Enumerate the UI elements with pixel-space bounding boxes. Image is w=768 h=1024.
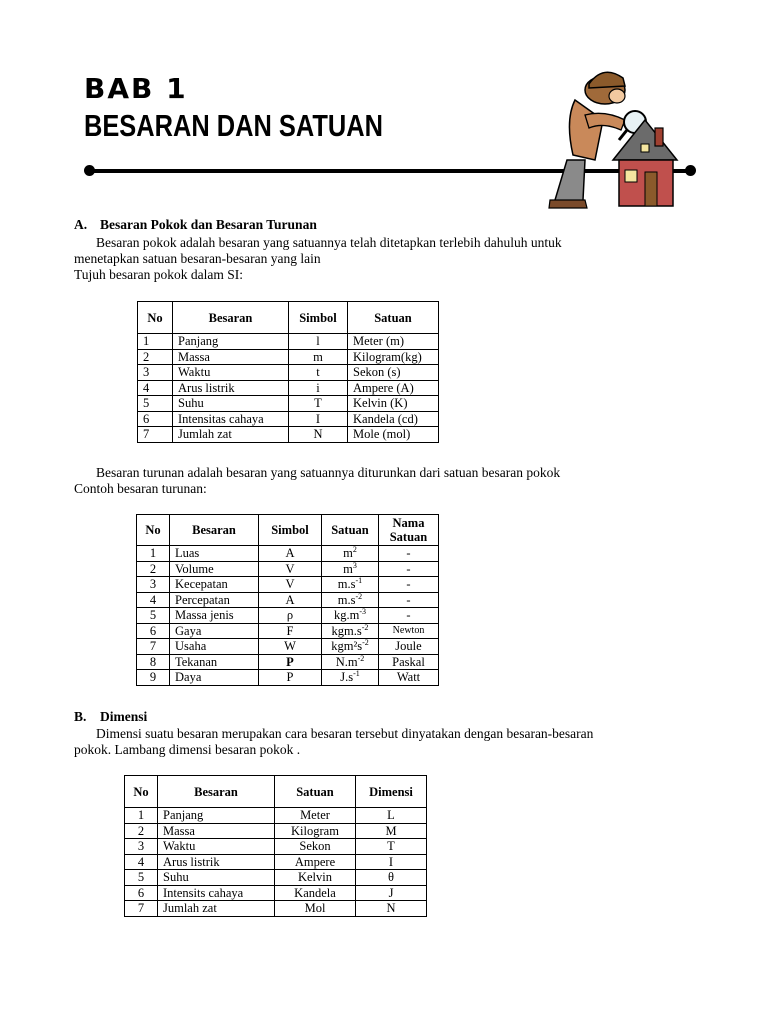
satuan-exponent: -2	[361, 622, 369, 632]
t1-header-simbol: Simbol	[289, 302, 348, 334]
satuan-exponent: 2	[352, 545, 357, 555]
cell: 5	[125, 870, 158, 886]
cell: 2	[137, 561, 170, 577]
cell: -	[379, 608, 439, 624]
satuan-base: kgm²s	[331, 639, 363, 654]
satuan-exponent: 3	[352, 560, 357, 570]
cell: Sekon (s)	[348, 365, 439, 381]
cell: Kandela	[275, 885, 356, 901]
cell: 3	[125, 839, 158, 855]
satuan-exponent: -1	[353, 669, 360, 679]
cell: Volume	[170, 561, 259, 577]
table-row	[137, 608, 439, 624]
table-row	[137, 561, 439, 577]
satuan-base: m	[343, 561, 353, 576]
cell: θ	[356, 870, 427, 886]
cell: J	[356, 885, 427, 901]
cell: 7	[137, 639, 170, 655]
cell: 5	[138, 396, 173, 412]
cell: 6	[138, 411, 173, 427]
cell: Massa	[158, 823, 275, 839]
cell: Ampere (A)	[348, 380, 439, 396]
cell: 4	[137, 592, 170, 608]
section-b-heading	[74, 709, 147, 725]
para2: Tujuh besaran pokok dalam SI:	[74, 267, 243, 282]
t2-header-nama: Nama	[392, 516, 425, 530]
table-row	[125, 854, 427, 870]
satuan-base: m.s	[337, 592, 356, 607]
satuan-base: kg.m	[333, 608, 360, 623]
cell: Mol	[275, 901, 356, 917]
satuan-base: J.s	[340, 670, 354, 685]
cell: I	[356, 854, 427, 870]
cell: 2	[125, 823, 158, 839]
cell: 3	[138, 365, 173, 381]
cell: 7	[125, 901, 158, 917]
para1-line1: Besaran pokok adalah besaran yang satuannya telah ditetapkan terlebih dahuluh untuk	[96, 235, 562, 250]
table-row	[137, 546, 439, 562]
table-besaran-turunan	[136, 514, 439, 686]
cell: Mole (mol)	[348, 427, 439, 443]
dimensi-line1: Dimensi suatu besaran merupakan cara besaran tersebut dinyatakan dengan besaran-besaran	[96, 726, 594, 741]
cell: I	[289, 411, 348, 427]
table-row	[138, 411, 439, 427]
cell: -	[379, 592, 439, 608]
turunan-line1: Besaran turunan adalah besaran yang satuannya diturunkan dari satuan besaran pokok	[96, 465, 561, 480]
cell	[322, 623, 379, 639]
cell: Intensitas cahaya	[173, 411, 289, 427]
rule-end-dot-right	[685, 165, 696, 176]
cell: Massa jenis	[170, 608, 259, 624]
table-row	[137, 670, 439, 686]
cell: Kilogram(kg)	[348, 349, 439, 365]
cell	[322, 608, 379, 624]
cell: A	[259, 546, 322, 562]
section-b-label: B.	[74, 709, 87, 724]
cell: l	[289, 334, 348, 350]
cell: Waktu	[173, 365, 289, 381]
section-a-paragraph	[74, 235, 674, 283]
cell: Percepatan	[170, 592, 259, 608]
cell	[322, 561, 379, 577]
table-row	[138, 380, 439, 396]
t2-header-nama-satuan	[379, 515, 439, 546]
cell: V	[259, 577, 322, 593]
cell	[322, 592, 379, 608]
table-row	[138, 334, 439, 350]
cell: Panjang	[158, 808, 275, 824]
section-a-heading	[74, 217, 317, 233]
cell: Ampere	[275, 854, 356, 870]
satuan-exponent: -3	[359, 607, 367, 617]
cell: P	[259, 670, 322, 686]
table-row	[137, 623, 439, 639]
section-a-title: Besaran Pokok dan Besaran Turunan	[100, 217, 317, 232]
cell: Meter	[275, 808, 356, 824]
cell: Newton	[379, 623, 439, 639]
satuan-base: N.m	[335, 654, 358, 669]
cell: m	[289, 349, 348, 365]
t3-header-besaran: Besaran	[158, 776, 275, 808]
cell	[322, 654, 379, 670]
cell: Waktu	[158, 839, 275, 855]
cell: Watt	[379, 670, 439, 686]
cell: -	[379, 577, 439, 593]
t2-header-no: No	[137, 515, 170, 546]
t2-body	[137, 546, 439, 686]
satuan-exponent: -1	[355, 576, 363, 586]
cell: Arus listrik	[158, 854, 275, 870]
cell: Kelvin	[275, 870, 356, 886]
cell: N	[356, 901, 427, 917]
cell: Kelvin (K)	[348, 396, 439, 412]
cell: 3	[137, 577, 170, 593]
cell: i	[289, 380, 348, 396]
cell: P	[259, 654, 322, 670]
section-b-paragraph	[74, 726, 674, 758]
section-b-title: Dimensi	[100, 709, 148, 724]
cell: 2	[138, 349, 173, 365]
cell: 8	[137, 654, 170, 670]
t1-header-besaran: Besaran	[173, 302, 289, 334]
cell: Meter (m)	[348, 334, 439, 350]
cell: Luas	[170, 546, 259, 562]
table-row	[137, 592, 439, 608]
cell: 1	[137, 546, 170, 562]
table-dimensi	[124, 775, 427, 917]
cell: 4	[125, 854, 158, 870]
cell: Sekon	[275, 839, 356, 855]
section-a-label: A.	[74, 217, 88, 232]
t1-header-satuan: Satuan	[348, 302, 439, 334]
cell: M	[356, 823, 427, 839]
cell: -	[379, 561, 439, 577]
cell: Joule	[379, 639, 439, 655]
cell: Massa	[173, 349, 289, 365]
table-row	[125, 839, 427, 855]
t2-header-satuan: Satuan	[322, 515, 379, 546]
cell: T	[356, 839, 427, 855]
cell: t	[289, 365, 348, 381]
cell: 5	[137, 608, 170, 624]
cell: Suhu	[173, 396, 289, 412]
cell: V	[259, 561, 322, 577]
cell: F	[259, 623, 322, 639]
table-row	[125, 823, 427, 839]
cell: L	[356, 808, 427, 824]
turunan-paragraph	[74, 465, 674, 497]
cell: 4	[138, 380, 173, 396]
table-row	[138, 349, 439, 365]
cell: 6	[125, 885, 158, 901]
table-row	[138, 427, 439, 443]
table-row	[125, 885, 427, 901]
cell: T	[289, 396, 348, 412]
chapter-title: BESARAN DAN SATUAN	[84, 108, 383, 143]
cell: N	[289, 427, 348, 443]
cell: A	[259, 592, 322, 608]
chapter-number: BAB 1	[84, 72, 188, 105]
cell: W	[259, 639, 322, 655]
cell: Paskal	[379, 654, 439, 670]
cell: -	[379, 546, 439, 562]
table-row	[125, 870, 427, 886]
cell	[322, 546, 379, 562]
rule-end-dot-left	[84, 165, 95, 176]
cell: 6	[137, 623, 170, 639]
t3-header-satuan: Satuan	[275, 776, 356, 808]
table-row	[138, 396, 439, 412]
cell: Jumlah zat	[158, 901, 275, 917]
dimensi-line2: pokok. Lambang dimensi besaran pokok .	[74, 742, 301, 757]
cell: Panjang	[173, 334, 289, 350]
table-besaran-pokok	[137, 301, 439, 443]
satuan-base: m.s	[337, 577, 356, 592]
cell	[322, 577, 379, 593]
table-row	[138, 365, 439, 381]
cell: Tekanan	[170, 654, 259, 670]
t2-header-besaran: Besaran	[170, 515, 259, 546]
t3-header-dimensi: Dimensi	[356, 776, 427, 808]
cell: Kecepatan	[170, 577, 259, 593]
cell	[322, 670, 379, 686]
cell: Arus listrik	[173, 380, 289, 396]
table-row	[125, 901, 427, 917]
detective-house-illustration	[545, 60, 685, 210]
cell: 7	[138, 427, 173, 443]
cell: Gaya	[170, 623, 259, 639]
cell: Intensits cahaya	[158, 885, 275, 901]
satuan-base: m	[343, 546, 353, 561]
t2-header-satuan2: Satuan	[389, 530, 428, 544]
table-row	[137, 654, 439, 670]
cell: Kandela (cd)	[348, 411, 439, 427]
cell: Usaha	[170, 639, 259, 655]
turunan-line2: Contoh besaran turunan:	[74, 481, 207, 496]
cell: 1	[125, 808, 158, 824]
para1-line2: menetapkan satuan besaran-besaran yang lain	[74, 251, 321, 266]
t3-header-no: No	[125, 776, 158, 808]
cell: Jumlah zat	[173, 427, 289, 443]
satuan-exponent: -2	[355, 591, 363, 601]
satuan-exponent: -2	[362, 638, 369, 648]
cell: ρ	[259, 608, 322, 624]
table-row	[137, 577, 439, 593]
cell: Suhu	[158, 870, 275, 886]
table-row	[125, 808, 427, 824]
cell: 9	[137, 670, 170, 686]
cell: Daya	[170, 670, 259, 686]
table-row	[137, 639, 439, 655]
satuan-exponent: -2	[357, 653, 365, 663]
cell: 1	[138, 334, 173, 350]
t2-header-simbol: Simbol	[259, 515, 322, 546]
cell	[322, 639, 379, 655]
t1-header-no: No	[138, 302, 173, 334]
satuan-base: kgm.s	[331, 623, 362, 638]
cell: Kilogram	[275, 823, 356, 839]
